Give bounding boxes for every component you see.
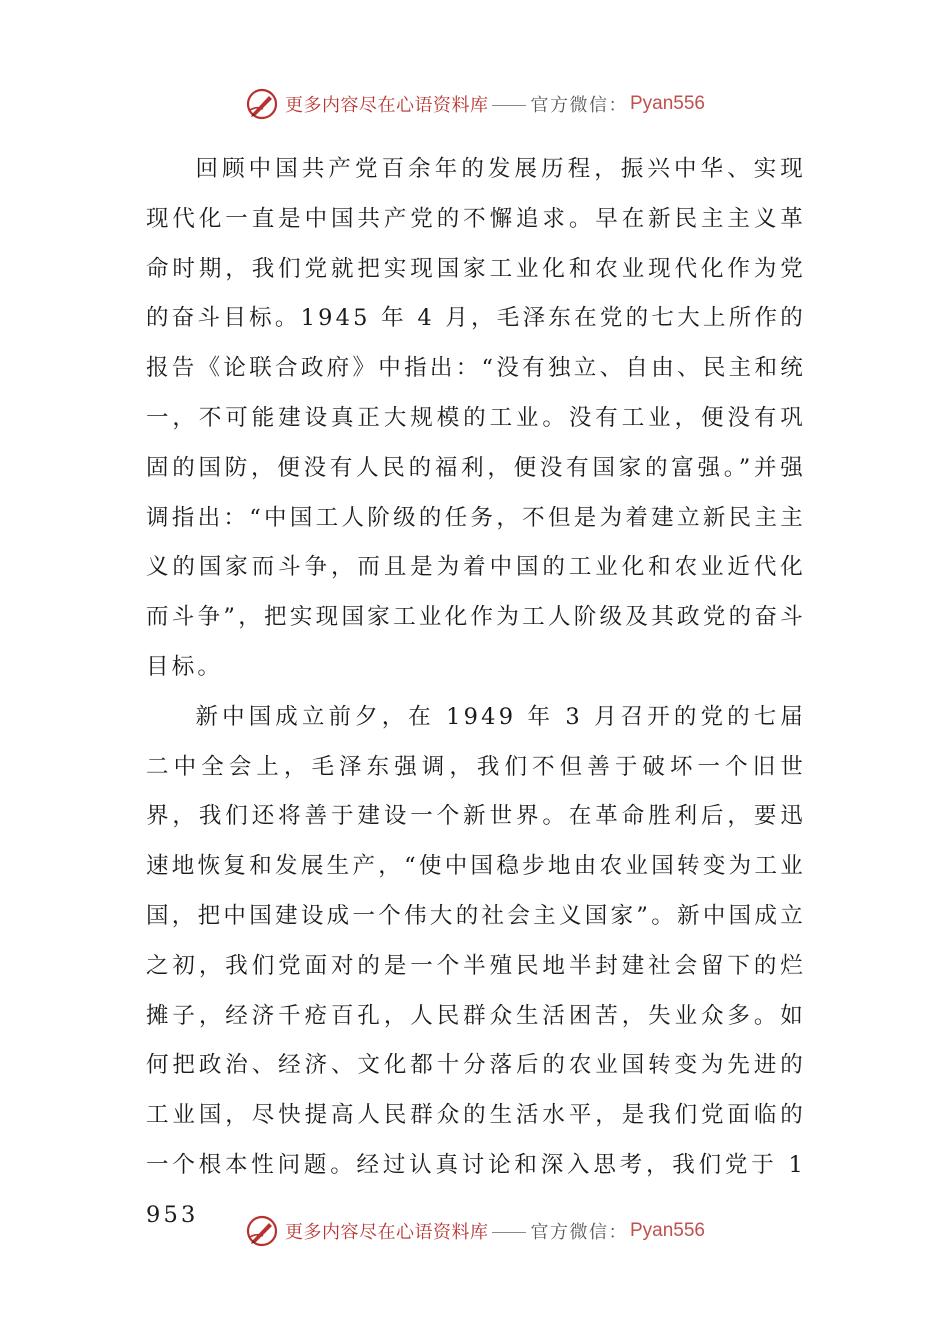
- banner-wechat-label: 官方微信：: [530, 95, 628, 116]
- watermark-banner-top: [0, 84, 950, 124]
- document-body: [146, 145, 806, 1241]
- banner-lead-text: 更多内容尽在心语资料库: [284, 1222, 489, 1243]
- paragraph-1: 回顾中国共产党百余年的发展历程，振兴中华、实现现代化一直是中国共产党的不懈追求。早在新民主主义革命时期，我们党就把实现国家工业化和农业现代化作为党的奋斗目标。1945 年 4 月，毛泽东在党的七大上所作的报告《论联合政府》中指出：“没有独立、自由、民主和统一，不可能建设真正大规模的工业。没有工业，便没有巩固的国防，便没有人民的福利，便没有国家的富强。”并强调指出：“中国工人阶级的任务，不但是为着建立新民主主义的国家而斗争，而且是为着中国的工业化和农业近代化而斗争”，把实现国家工业化作为工人阶级及其政党的奋斗目标。: [146, 156, 806, 680]
- banner-wechat-id: Pyan556: [629, 93, 705, 114]
- pen-logo-icon: [245, 87, 279, 121]
- banner-wechat-id: Pyan556: [629, 1220, 705, 1241]
- banner-wechat-label: 官方微信：: [530, 1222, 628, 1243]
- paragraph-2: 新中国成立前夕，在 1949 年 3 月召开的党的七届二中全会上，毛泽东强调，我们不但善于破坏一个旧世界，我们还将善于建设一个新世界。在革命胜利后，要迅速地恢复和发展生产，“使中国稳步地由农业国转变为工业国，把中国建设成一个伟大的社会主义国家”。新中国成立之初，我们党面对的是一个半殖民地半封建社会留下的烂摊子，经济千疮百孔，人民群众生活困苦，失业众多。如何把政治、经济、文化都十分落后的农业国转变为先进的工业国，尽快提高人民群众的生活水平，是我们党面临的一个根本性问题。经过认真讨论和深入思考，我们党于 1953: [146, 703, 806, 1228]
- banner-dash-divider: [492, 105, 526, 106]
- pen-logo-icon: [245, 1214, 279, 1248]
- watermark-banner-bottom: [0, 1211, 950, 1251]
- banner-lead-text: 更多内容尽在心语资料库: [284, 95, 489, 116]
- banner-dash-divider: [492, 1232, 526, 1233]
